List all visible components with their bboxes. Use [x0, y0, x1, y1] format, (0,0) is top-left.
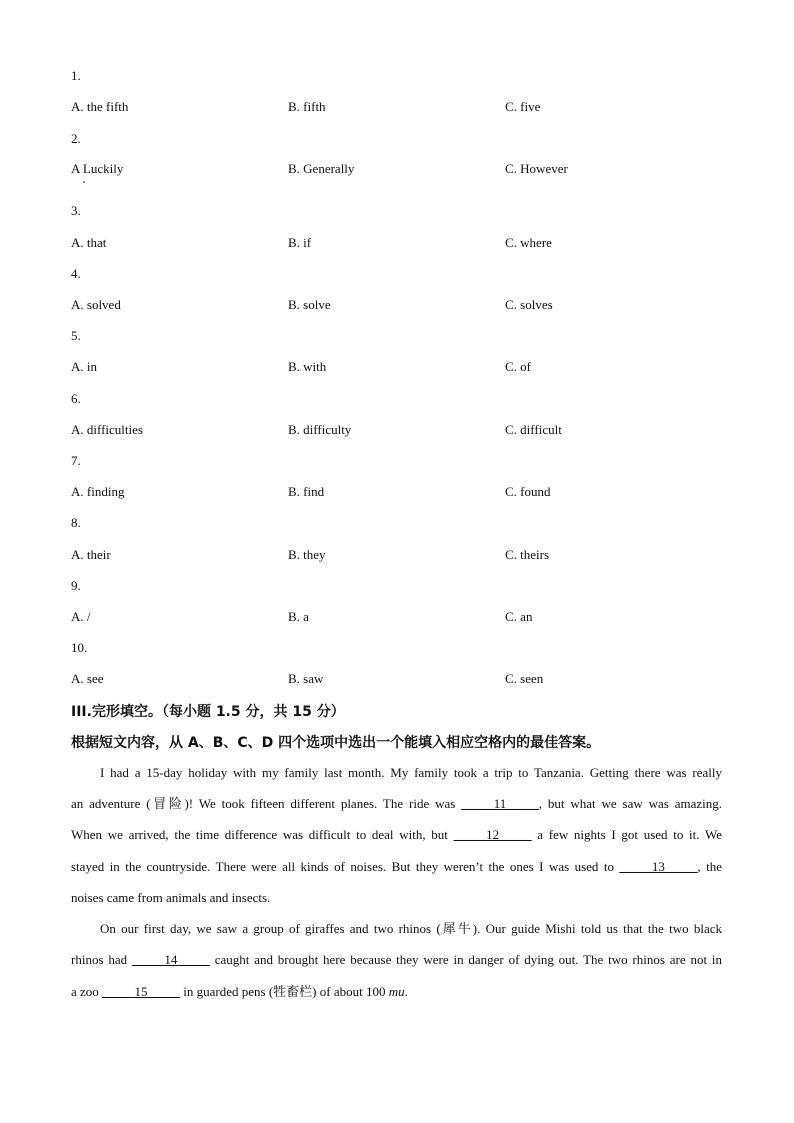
unit-mu: mu: [388, 984, 405, 999]
option-c: C. found: [505, 484, 551, 499]
option-a: A. solved: [71, 297, 121, 312]
option-b: B. saw: [288, 671, 324, 686]
option-a: A. /: [71, 609, 91, 624]
option-b: B. if: [288, 235, 312, 250]
option-b: B. difficulty: [288, 422, 352, 437]
option-a: A. finding: [71, 484, 125, 499]
question-number: 8.: [71, 515, 81, 530]
stray-dot-mark: [83, 181, 85, 183]
passage-line: rhinos had _____14_____ caught and brought here because they were in danger of dying out. The two rhinos are not in: [71, 952, 722, 967]
blank-11: _____11_____: [461, 796, 539, 811]
option-b: B. find: [288, 484, 325, 499]
blank-12: _____12_____: [453, 827, 532, 842]
option-a: A. the fifth: [71, 99, 129, 114]
question-number: 10.: [71, 640, 88, 655]
option-c: C. solves: [505, 297, 553, 312]
option-a: A. their: [71, 547, 111, 562]
option-c: C. of: [505, 359, 531, 374]
passage-line: I had a 15-day holiday with my family last month. My family took a trip to Tanzania. Getting there was really: [100, 765, 722, 780]
option-a: A. see: [71, 671, 104, 686]
option-c: C. However: [505, 161, 568, 176]
option-b: B. a: [288, 609, 309, 624]
passage-line: stayed in the countryside. There were all kinds of noises. But they weren’t the ones I was used to _____13_____, the: [71, 859, 722, 874]
question-number: 2.: [71, 131, 81, 146]
option-a: A. that: [71, 235, 107, 250]
option-a: A Luckily: [71, 161, 124, 176]
question-number: 1.: [71, 68, 81, 83]
blank-15: _____15_____: [102, 984, 181, 999]
question-number: 6.: [71, 391, 81, 406]
blank-13: _____13_____: [619, 859, 698, 874]
question-number: 4.: [71, 266, 81, 281]
blank-14: _____14_____: [131, 952, 210, 967]
option-c: C. an: [505, 609, 533, 624]
question-number: 9.: [71, 578, 81, 593]
section-instruction: 根据短文内容，从 A、B、C、D 四个选项中选出一个能填入相应空格内的最佳答案。: [71, 735, 601, 751]
question-number: 7.: [71, 453, 81, 468]
option-a: A. difficulties: [71, 422, 143, 437]
option-c: C. five: [505, 99, 541, 114]
passage-line: noises came from animals and insects.: [71, 890, 271, 905]
option-c: C. difficult: [505, 422, 562, 437]
passage-line: a zoo _____15_____ in guarded pens (牲畜栏) of about 100 mu.: [71, 984, 408, 999]
option-c: C. where: [505, 235, 552, 250]
option-b: B. they: [288, 547, 326, 562]
section-title: III.完形填空。（每小题 1.5 分，共 15 分）: [71, 704, 345, 720]
question-number: 3.: [71, 203, 81, 218]
option-a: A. in: [71, 359, 97, 374]
option-b: B. Generally: [288, 161, 355, 176]
option-b: B. with: [288, 359, 327, 374]
passage-line: When we arrived, the time difference was difficult to deal with, but _____12_____ a few nights I got used to it. We: [71, 827, 722, 842]
option-c: C. seen: [505, 671, 544, 686]
option-c: C. theirs: [505, 547, 550, 562]
option-b: B. fifth: [288, 99, 326, 114]
passage-line: On our first day, we saw a group of giraffes and two rhinos (犀牛). Our guide Mishi told us that the two black: [100, 921, 722, 936]
question-number: 5.: [71, 328, 81, 343]
passage-line: an adventure (冒险)! We took fifteen different planes. The ride was _____11_____, but what we saw was amazing.: [71, 796, 722, 811]
option-b: B. solve: [288, 297, 331, 312]
